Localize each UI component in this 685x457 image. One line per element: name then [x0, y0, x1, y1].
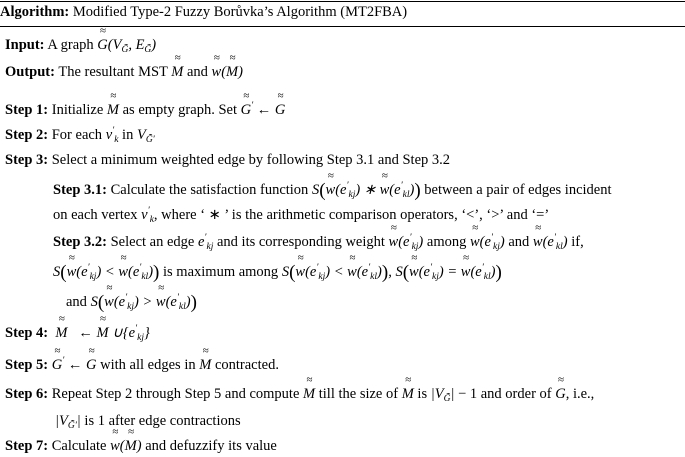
- weight-kj-2: w ≈ $(e'_{kj})$: [469, 222, 505, 252]
- step-3-2-line-2: [53, 252, 502, 283]
- step-6-g: G ≈: [555, 374, 566, 402]
- sat-formula: S(w ≈ $(e'_{kj})$ ∗ w ≈ $(e'_{kl})$): [311, 170, 421, 201]
- sat-gt: S(w ≈ $(e'_{kj}) > w$ ≈ $(e'_{kl})$): [90, 282, 197, 313]
- step-3-1-label: Step 3.1:: [53, 182, 107, 198]
- sat-lt: S(w ≈ $(e'_{kj}) < w$ ≈ $(e'_{kl})$): [53, 252, 160, 283]
- step-5-text-b: contracted.: [214, 357, 279, 373]
- mst-symbol: M ≈: [171, 52, 184, 80]
- step-1: [5, 90, 286, 119]
- top-rule: [0, 1, 685, 2]
- step-4-label: Step 4:: [5, 325, 49, 341]
- step-1-text-b: as empty graph. Set: [122, 102, 237, 118]
- step-3-2-text-e: if,: [571, 234, 584, 250]
- step-7-text-b: and defuzzify its value: [145, 438, 277, 454]
- vertex-symbol: $v'_k$: [141, 206, 154, 225]
- step-7-label: Step 7:: [5, 438, 49, 454]
- step-6-line-2: [55, 412, 241, 430]
- step-4: [5, 313, 150, 343]
- step-3-1-line-1: [53, 170, 612, 201]
- step-7-formula: w ≈ (M ≈ ): [110, 426, 142, 454]
- step-6-text-c: is: [417, 386, 428, 402]
- step-3-2-text-b: and its corresponding weight: [216, 234, 385, 250]
- output-line: [5, 52, 243, 81]
- step-3-text: Select a minimum weighted edge by following Step 3.1 and Step 3.2: [51, 152, 451, 168]
- step-5-formula: G ≈ ′ ← G ≈: [51, 345, 97, 373]
- step-2-text-a: For each: [51, 127, 103, 143]
- step-7: [5, 426, 277, 455]
- step-3-label: Step 3:: [5, 152, 49, 168]
- step-4-formula: M ≈ ← M ≈ $\cup\{e'_{kj}\}$: [55, 313, 150, 343]
- input-label: Input:: [5, 37, 45, 53]
- step-3-1-text-b: between a pair of edges incident: [424, 182, 612, 198]
- step-7-text-a: Calculate: [51, 438, 107, 454]
- output-text: The resultant MST: [58, 64, 168, 80]
- step-6-abs-2: $|V_{G̃̃'}|$: [55, 413, 81, 431]
- step-3-2-text-c: among: [426, 234, 467, 250]
- step-5-label: Step 5:: [5, 357, 49, 373]
- step-6-text-f: is 1 after edge contractions: [84, 413, 241, 429]
- vk-symbol: $v'_k$: [105, 126, 119, 145]
- step-6-abs: $|V_{G̃̃}|$: [430, 386, 455, 404]
- step-3-2-text-f: is maximum among: [163, 264, 279, 280]
- graph-symbol: G ≈ ($V_{G̃̃}$, $E_{G̃̃}$): [97, 25, 157, 55]
- step-6-text-a: Repeat Step 2 through Step 5 and compute: [51, 386, 300, 402]
- step-2-text-b: in: [122, 127, 134, 143]
- step-6-m: M ≈: [303, 374, 316, 402]
- weight-kl: w ≈ $(e'_{kl})$: [532, 222, 568, 252]
- step-6-text-e: , i.e.,: [565, 386, 595, 402]
- weight-kj: w ≈ $(e'_{kj})$: [388, 222, 424, 252]
- step-3-2-text-d: and: [508, 234, 530, 250]
- step-5-text-a: with all edges in: [100, 357, 196, 373]
- step-3: [5, 151, 450, 169]
- step-6-text-d: − 1 and order of: [458, 386, 552, 402]
- step-3-2-line-1: [53, 222, 584, 252]
- step-1-label: Step 1:: [5, 102, 49, 118]
- step-3-2-text-a: Select an edge: [110, 234, 195, 250]
- step-3-1-text-c: on each vertex: [53, 207, 138, 223]
- algorithm-title: [0, 3, 407, 21]
- g-prime-symbol: G ≈ ′ ← G ≈: [240, 90, 286, 118]
- input-line: [5, 25, 157, 55]
- title-text: Modified Type-2 Fuzzy Borůvka’s Algorithm (MT2FBA): [72, 4, 408, 20]
- sat-lt-2: S(w ≈ $(e'_{kj}) < w$ ≈ $(e'_{kl})$), S(w ≈ $(e'_{kj}) = w$ ≈ $(e'_{kl})$): [281, 252, 502, 283]
- step-3-2-text-g: and: [66, 294, 87, 310]
- weight-symbol: w ≈ (M ≈ ): [211, 52, 243, 80]
- step-6-text-b: till the size of: [318, 386, 399, 402]
- step-6-line-1: [5, 374, 595, 404]
- step-6-m2: M ≈: [401, 374, 414, 402]
- step-6-label: Step 6:: [5, 386, 49, 402]
- step-2-label: Step 2:: [5, 127, 49, 143]
- v-g-symbol: $V_{G̃̃'}$: [136, 127, 155, 145]
- title-label: Algorithm:: [0, 4, 70, 20]
- input-text: A graph: [47, 37, 94, 53]
- step-5-m: M ≈: [199, 345, 212, 373]
- step-1-text-a: Initialize: [51, 102, 104, 118]
- step-5: [5, 345, 279, 374]
- step-3-1-text-d: , where ‘ ∗ ’ is the arithmetic comparison operators, ‘<’, ‘>’ and ‘=’: [153, 207, 550, 223]
- step-3-2-line-3: [66, 282, 197, 313]
- edge-symbol: $e'_{kj}$: [197, 233, 214, 252]
- and-word: and: [186, 64, 208, 80]
- m-symbol: M ≈: [106, 90, 119, 118]
- step-3-1-text-a: Calculate the satisfaction function: [110, 182, 309, 198]
- step-2: [5, 126, 155, 144]
- step-3-2-label: Step 3.2:: [53, 234, 107, 250]
- output-label: Output:: [5, 64, 55, 80]
